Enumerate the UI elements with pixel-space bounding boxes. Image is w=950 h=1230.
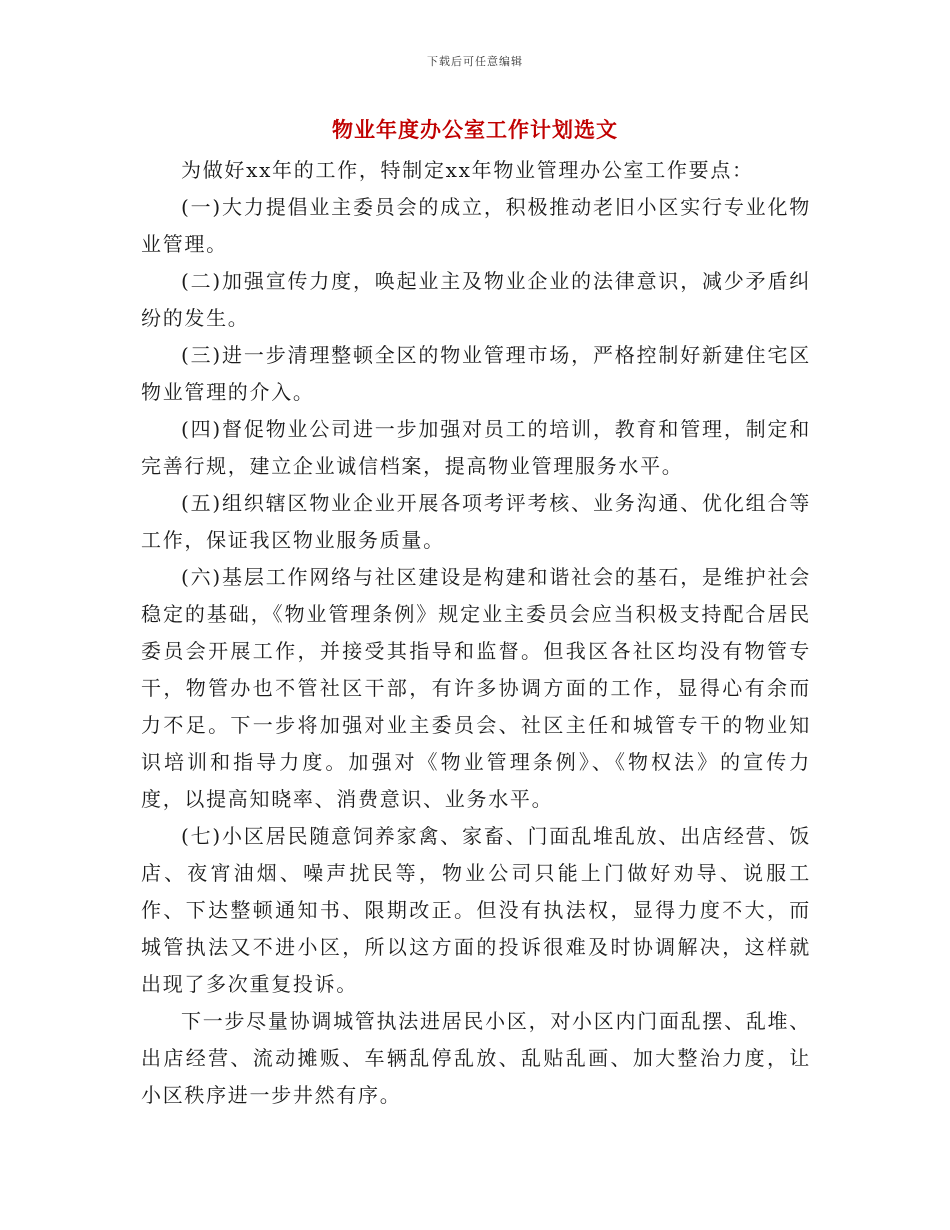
paragraph-item-7: (七)小区居民随意饲养家禽、家畜、门面乱堆乱放、出店经营、饭店、夜宵油烟、噪声扰民等，物业公司只能上门做好劝导、说服工作、下达整顿通知书、限期改正。但没有执法权，显得力度不大，而城管执法又不进小区，所以这方面的投诉很难及时协调解决，这样就出现了多次重复投诉。 [141, 824, 811, 996]
page-header-note: 下载后可任意编辑 [427, 55, 523, 68]
document-title: 物业年度办公室工作计划选文 [332, 117, 618, 142]
paragraph-item-2: (二)加强宣传力度，唤起业主及物业企业的法律意识，减少矛盾纠纷的发生。 [141, 269, 811, 330]
paragraph-item-3: (三)进一步清理整顿全区的物业管理市场，严格控制好新建住宅区物业管理的介入。 [141, 343, 811, 404]
paragraph-next-step: 下一步尽量协调城管执法进居民小区，对小区内门面乱摆、乱堆、出店经营、流动摊贩、车辆乱停乱放、乱贴乱画、加大整治力度，让小区秩序进一步井然有序。 [141, 1009, 811, 1107]
paragraph-intro: 为做好xx年的工作，特制定xx年物业管理办公室工作要点： [181, 158, 754, 182]
paragraph-item-6: (六)基层工作网络与社区建设是构建和谐社会的基石，是维护社会稳定的基础，《物业管理条例》规定业主委员会应当积极支持配合居民委员会开展工作，并接受其指导和监督。但我区各社区均没有物管专干，物管办也不管社区干部，有许多协调方面的工作，显得心有余而力不足。下一步将加强对业主委员会、社区主任和城管专干的物业知识培训和指导力度。加强对《物业管理条例》、《物权法》的宣传力度，以提高知晓率、消费意识、业务水平。 [141, 565, 811, 811]
paragraph-item-1: (一)大力提倡业主委员会的成立，积极推动老旧小区实行专业化物业管理。 [141, 195, 811, 256]
document-body [141, 152, 811, 1114]
paragraph-item-4: (四)督促物业公司进一步加强对员工的培训，教育和管理，制定和完善行规，建立企业诚信档案，提高物业管理服务水平。 [141, 417, 811, 478]
paragraph-item-5: (五)组织辖区物业企业开展各项考评考核、业务沟通、优化组合等工作，保证我区物业服务质量。 [141, 491, 811, 552]
